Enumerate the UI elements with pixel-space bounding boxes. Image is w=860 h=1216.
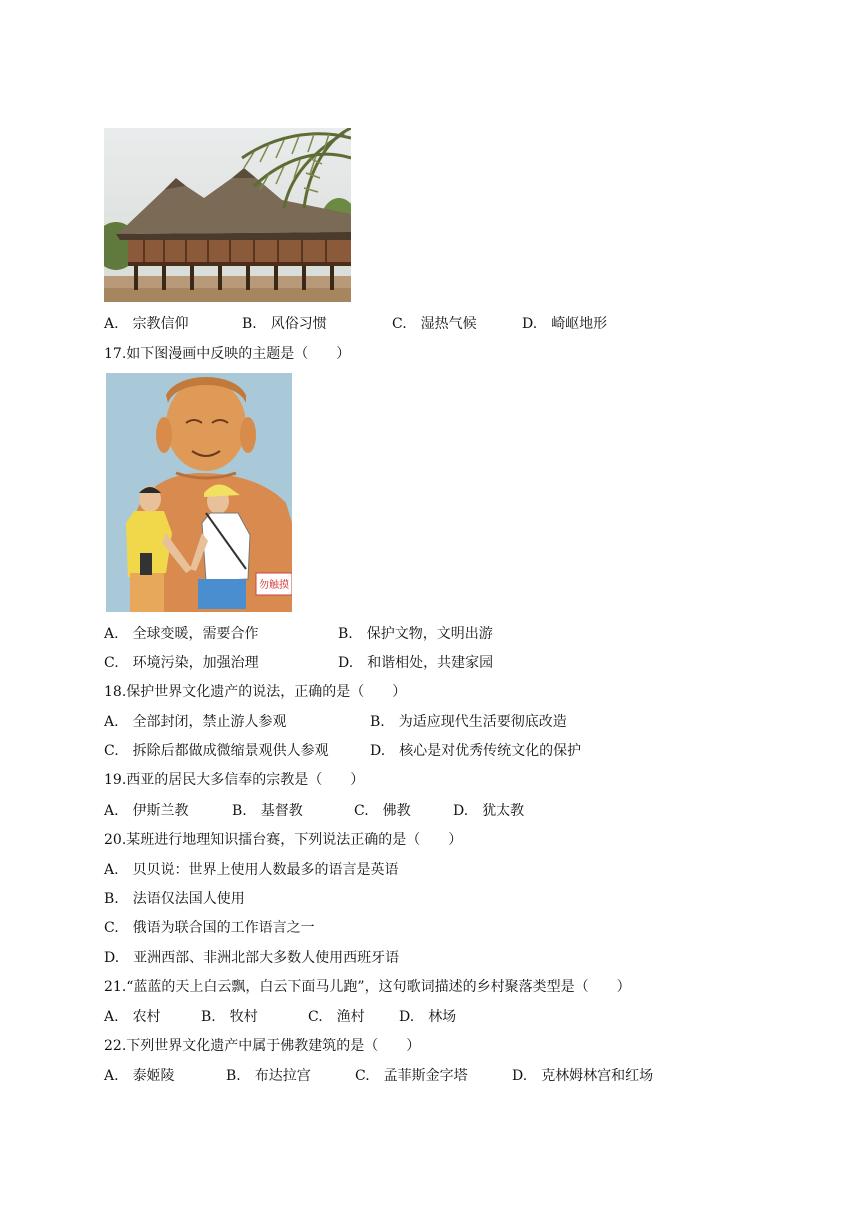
option-letter: C. [308,1009,323,1025]
option-letter: B. [370,714,385,730]
option-text: 全球变暖，需要合作 [132,626,259,642]
option-text: 佛教 [382,803,411,819]
q20-option-a [104,859,399,879]
option-text: 宗教信仰 [132,316,189,332]
option-text: 布达拉宫 [254,1068,311,1084]
option-letter: C. [104,920,119,936]
option-letter: D. [522,316,538,332]
option-text: 林场 [428,1009,457,1025]
option-text: 渔村 [336,1009,365,1025]
option-text: 崎岖地形 [551,316,608,332]
q17-option-b [338,623,493,643]
option-text: 拆除后都做成微缩景观供人参观 [132,743,329,759]
option-letter: D. [512,1068,528,1084]
q16-option-b [242,313,327,333]
option-letter: B. [201,1009,216,1025]
q22-option-d [512,1065,653,1085]
option-text: 亚洲西部、非洲北部大多数人使用西班牙语 [133,950,400,966]
q20-option-b [104,888,245,908]
q19-option-a [104,800,189,820]
q22-option-b [226,1065,311,1085]
q20-stem: 20.某班进行地理知识擂台赛，下列说法正确的是（ ） [104,832,463,848]
stilt-house-photo [104,128,351,302]
option-letter: A. [104,1009,119,1025]
option-letter: A. [104,1068,119,1084]
q22-option-c [355,1065,468,1085]
option-letter: A. [104,803,119,819]
q21-option-c [308,1006,365,1026]
option-text: 为适应现代生活要彻底改造 [398,714,567,730]
option-text: 基督教 [260,803,303,819]
q18-option-d [370,740,581,760]
option-text: 湿热气候 [420,316,477,332]
option-letter: A. [104,626,119,642]
q20-option-c [104,917,315,937]
option-letter: D. [370,743,386,759]
q17-option-a [104,623,259,643]
q19-option-d [453,800,524,820]
q16-option-a [104,313,189,333]
option-letter: A. [104,714,119,730]
option-text: 核心是对优秀传统文化的保护 [399,743,582,759]
q17-option-d [338,652,493,672]
option-letter: D. [104,950,120,966]
q16-option-c [392,313,477,333]
q22-stem: 22.下列世界文化遗产中属于佛教建筑的是（ ） [104,1038,421,1054]
option-letter: D. [399,1009,415,1025]
q19-stem: 19.西亚的居民大多信奉的宗教是（ ） [104,772,365,788]
option-text: 环境污染，加强治理 [132,655,259,671]
q16-option-d [522,313,607,333]
option-letter: D. [338,655,354,671]
q19-option-c [354,800,411,820]
q18-option-c [104,740,329,760]
q21-option-d [399,1006,456,1026]
option-letter: B. [226,1068,241,1084]
option-letter: B. [104,891,119,907]
option-letter: B. [232,803,247,819]
option-letter: B. [242,316,257,332]
sign-text: 勿触摸 [259,580,289,591]
option-text: 全部封闭，禁止游人参观 [132,714,287,730]
option-letter: C. [355,1068,370,1084]
option-text: 风俗习惯 [270,316,327,332]
option-letter: B. [338,626,353,642]
option-text: 犹太教 [482,803,525,819]
q18-option-a [104,711,287,731]
option-letter: A. [104,316,119,332]
option-letter: A. [104,862,119,878]
option-text: 牧村 [229,1009,258,1025]
option-text: 法语仅法国人使用 [132,891,245,907]
q17-stem: 17.如下图漫画中反映的主题是（ ） [104,346,351,362]
option-letter: C. [104,743,119,759]
q18-option-b [370,711,567,731]
q21-stem: 21.“蓝蓝的天上白云飘，白云下面马儿跑”，这句歌词描述的乡村聚落类型是（ ） [104,979,631,995]
option-text: 伊斯兰教 [132,803,189,819]
q20-option-d [104,947,399,967]
buddha-cartoon [106,373,292,612]
option-text: 泰姬陵 [132,1068,175,1084]
q22-option-a [104,1065,175,1085]
option-letter: C. [104,655,119,671]
q17-option-c [104,652,259,672]
option-letter: C. [354,803,369,819]
option-text: 和谐相处，共建家园 [367,655,494,671]
option-letter: C. [392,316,407,332]
q18-stem: 18.保护世界文化遗产的说法，正确的是（ ） [104,684,407,700]
option-letter: D. [453,803,469,819]
option-text: 贝贝说：世界上使用人数最多的语言是英语 [132,862,399,878]
option-text: 农村 [132,1009,161,1025]
option-text: 克林姆林宫和红场 [541,1068,654,1084]
option-text: 孟菲斯金字塔 [383,1068,468,1084]
q21-option-a [104,1006,161,1026]
q21-option-b [201,1006,258,1026]
q19-option-b [232,800,303,820]
option-text: 保护文物，文明出游 [366,626,493,642]
option-text: 俄语为联合国的工作语言之一 [132,920,315,936]
